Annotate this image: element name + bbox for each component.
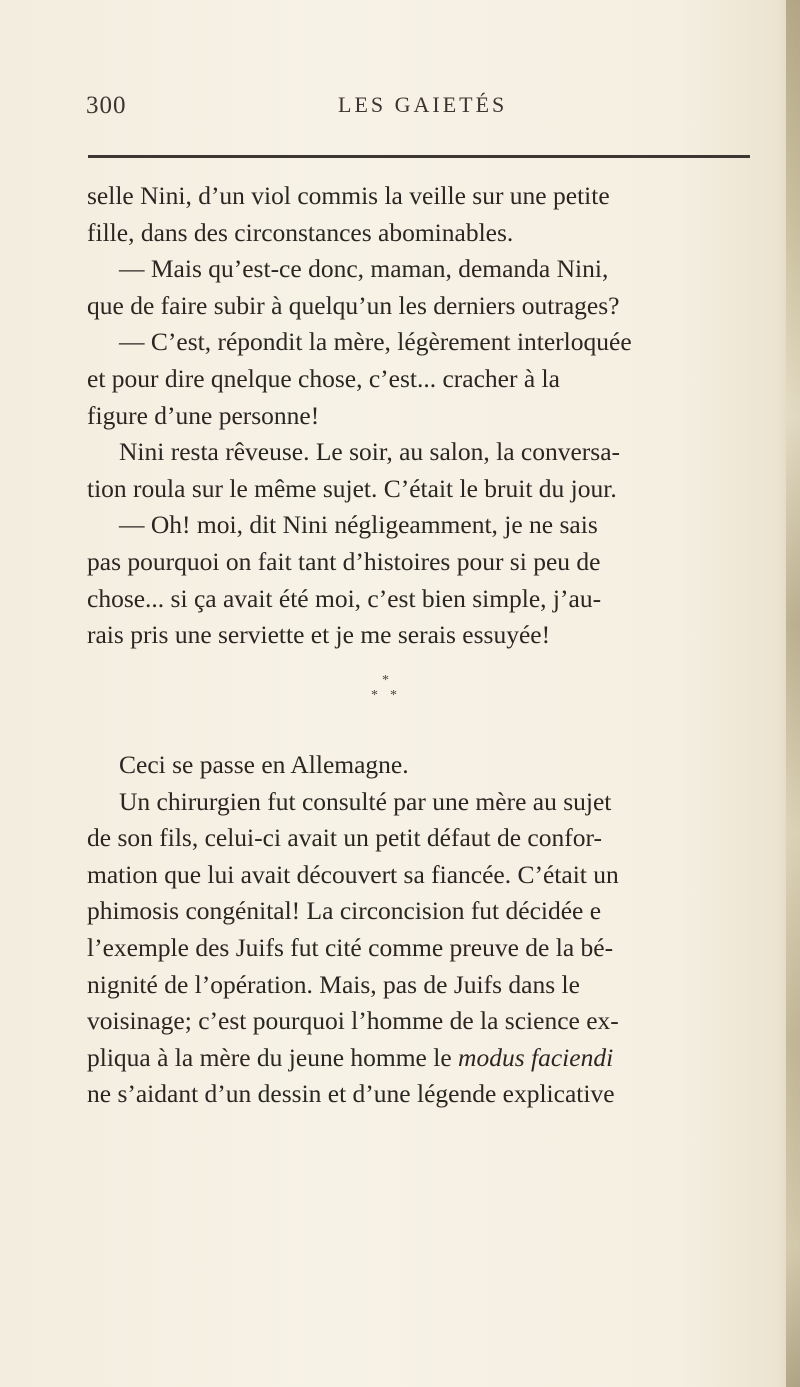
text-line: mation que lui avait découvert sa fiancée. C’était un [87, 859, 619, 889]
text-line: phimosis congénital! La circoncision fut décidée e [87, 896, 602, 926]
text-line: chose... si ça avait été moi, c’est bien simple, j’au- [87, 583, 602, 613]
text-fragment: pliqua à la mère du jeune homme le [87, 1042, 452, 1072]
text-line: pas pourquoi on fait tant d’histoires pour si peu de [87, 546, 601, 576]
text-line: rais pris une serviette et je me serais essuyée! [87, 620, 551, 650]
page-edge-shadow [786, 0, 800, 1387]
page-number: 300 [86, 92, 127, 119]
running-title: LES GAIETÉS [338, 92, 508, 117]
text-line: — Mais qu’est-ce donc, maman, demanda Nini, [119, 254, 609, 284]
text-line-with-italic [87, 1040, 767, 1077]
body-text-section-1 [87, 178, 767, 654]
page-header [86, 92, 750, 132]
asterism-star: * [371, 688, 378, 703]
italic-phrase: modus faciendi [458, 1042, 614, 1072]
text-line: nignité de l’opération. Mais, pas de Juifs dans le [87, 969, 580, 999]
text-line: et pour dire qnelque chose, c’est... cracher à la [87, 363, 560, 393]
text-line: — C’est, répondit la mère, légèrement interloquée [119, 327, 632, 357]
section-separator-asterism [368, 673, 428, 713]
text-line: ne s’aidant d’un dessin et d’une légende explicative [87, 1079, 615, 1109]
asterism-star: * [382, 673, 389, 688]
text-line: de son fils, celui-ci avait un petit défaut de confor- [87, 823, 602, 853]
body-text-section-2 [87, 747, 767, 1113]
text-line: voisinage; c’est pourquoi l’homme de la science ex- [87, 1006, 619, 1036]
text-line: figure d’une personne! [87, 400, 320, 430]
text-line: Un chirurgien fut consulté par une mère au sujet [119, 786, 612, 816]
text-line: Nini resta rêveuse. Le soir, au salon, la conversa- [119, 437, 620, 467]
header-rule [88, 155, 750, 158]
text-line: selle Nini, d’un viol commis la veille sur une petite [87, 181, 610, 210]
text-line: tion roula sur le même sujet. C’était le bruit du jour. [87, 473, 617, 503]
text-line: que de faire subir à quelqu’un les derniers outrages? [87, 290, 620, 320]
text-line: l’exemple des Juifs fut cité comme preuve de la bé- [87, 932, 614, 962]
text-line: — Oh! moi, dit Nini négligeamment, je ne sais [119, 510, 598, 540]
asterism-star: * [390, 688, 397, 703]
text-line: fille, dans des circonstances abominables. [87, 217, 514, 247]
text-line: Ceci se passe en Allemagne. [119, 750, 409, 779]
